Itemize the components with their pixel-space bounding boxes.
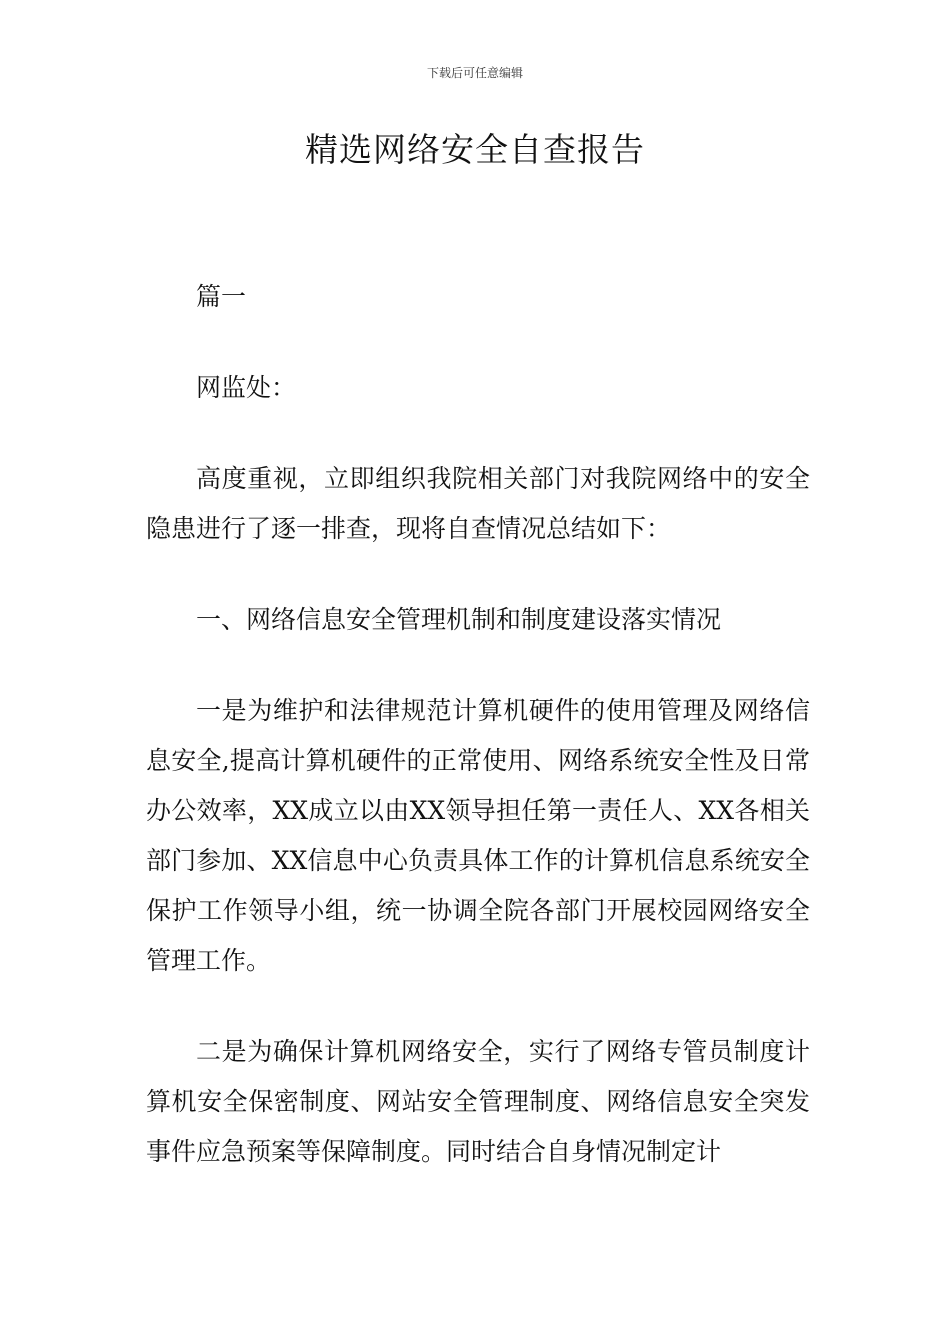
document-body bbox=[146, 272, 810, 1177]
body-paragraph: 二是为确保计算机网络安全，实行了网络专管员制度计算机安全保密制度、网站安全管理制度、网络信息安全突发事件应急预案等保障制度。同时结合自身情况制定计 bbox=[146, 1037, 810, 1166]
section-heading: 一、网络信息安全管理机制和制度建设落实情况 bbox=[196, 605, 722, 634]
intro-paragraph: 高度重视，立即组织我院相关部门对我院网络中的安全隐患进行了逐一排查，现将自查情况总结如下： bbox=[146, 464, 810, 543]
header-note: 下载后可任意编辑 bbox=[426, 66, 523, 80]
document-title: 精选网络安全自查报告 bbox=[305, 130, 645, 169]
section-label: 篇一 bbox=[196, 282, 247, 311]
body-paragraph: 一是为维护和法律规范计算机硬件的使用管理及网络信息安全,提高计算机硬件的正常使用、网络系统安全性及日常办公效率，XX成立以由XX领导担任第一责任人、XX各相关部门参加、XX信息中心负责具体工作的计算机信息系统安全保护工作领导小组，统一协调全院各部门开展校园网络安全管理工作。 bbox=[146, 696, 810, 975]
salutation: 网监处： bbox=[196, 373, 297, 402]
